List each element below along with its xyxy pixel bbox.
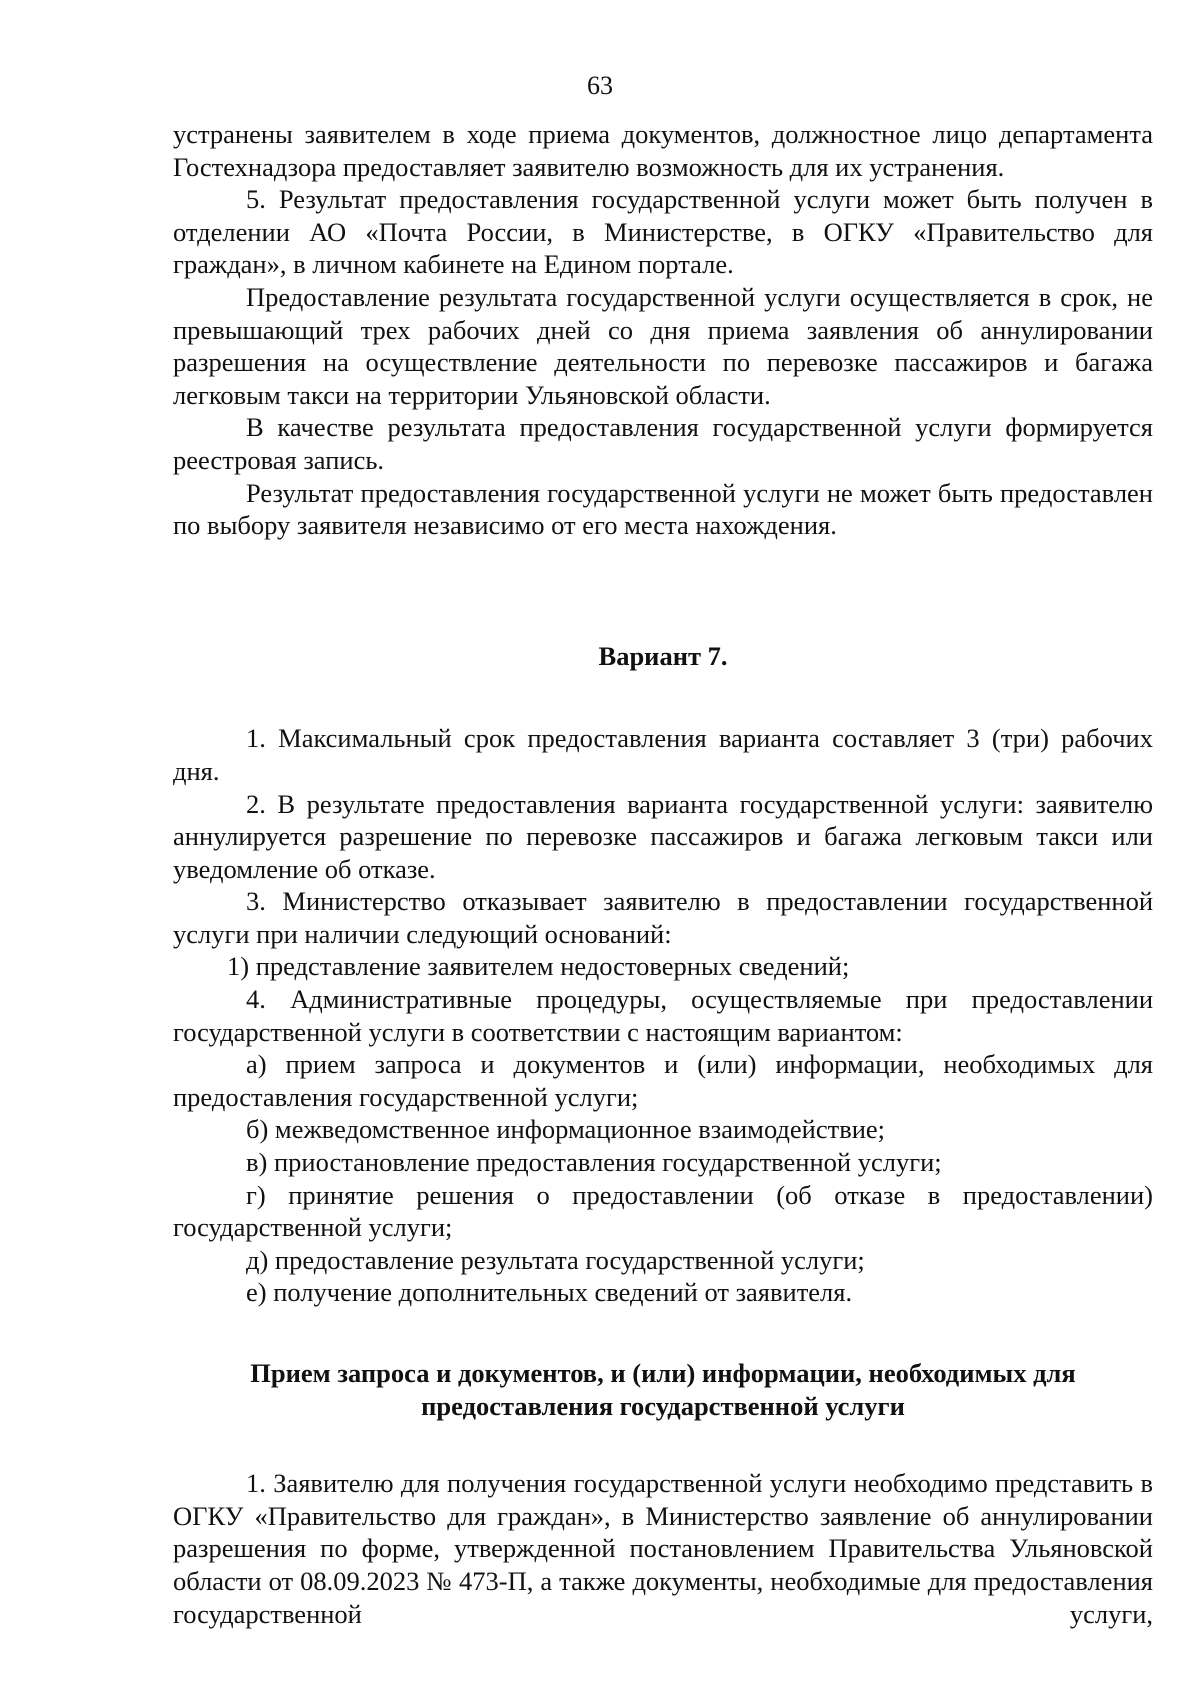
section-paragraph-1: 1. Заявителю для получения государственной услуги необходимо представить в ОГКУ «Правительство для граждан», в Министерство заявление об аннулировании разрешения по форме, утвержденной постановлением Правительства Ульяновской области от 08.09.2023 № 473-П, а также документы, необходимые для предоставления государственной услуги,: [173, 1468, 1153, 1629]
procedure-item-e: е) получение дополнительных сведений от заявителя.: [246, 1277, 853, 1308]
variant-heading: Вариант 7.: [598, 640, 728, 671]
paragraph-continuation: устранены заявителем в ходе приема документов, должностное лицо департамента Гостехнадзора предоставляет заявителю возможность для их устранения.: [173, 119, 1153, 182]
variant-item-1: 1. Максимальный срок предоставления варианта составляет 3 (три) рабочих дня.: [173, 723, 1153, 786]
paragraph-result-location: Результат предоставления государственной услуги не может быть предоставлен по выбору заявителя независимо от его места нахождения.: [173, 477, 1153, 541]
paragraph-result-term: Предоставление результата государственной услуги осуществляется в срок, не превышающий трех рабочих дней со дня приема заявления об аннулировании разрешения на осуществление деятельности по перевозке пассажиров и багажа легковым такси на территории Ульяновской области.: [173, 281, 1153, 410]
variant-item-3: 3. Министерство отказывает заявителю в предоставлении государственной услуги при наличии следующий оснований:: [173, 886, 1153, 949]
procedure-item-b: б) межведомственное информационное взаимодействие;: [246, 1114, 886, 1145]
section-heading-line-1: Прием запроса и документов, и (или) информации, необходимых для: [250, 1358, 1076, 1388]
document-body: [173, 118, 1153, 1630]
paragraph-result-delivery: 5. Результат предоставления государственной услуги может быть получен в отделении АО «Почта России, в Министерстве, в ОГКУ «Правительство для граждан», в личном кабинете на Едином портале.: [173, 184, 1153, 280]
procedure-item-v: в) приостановление предоставления государственной услуги;: [246, 1147, 942, 1178]
page-number: 63: [587, 71, 613, 100]
procedure-item-d: д) предоставление результата государственной услуги;: [246, 1244, 865, 1275]
section-heading-line-2: предоставления государственной услуги: [421, 1390, 905, 1421]
variant-item-4: 4. Административные процедуры, осуществляемые при предоставлении государственной услуги в соответствии с настоящим вариантом:: [173, 984, 1153, 1047]
procedure-item-g: г) принятие решения о предоставлении (об отказе в предоставлении) государственной услуги;: [173, 1179, 1153, 1243]
procedure-item-a: а) прием запроса и документов и (или) информации, необходимых для предоставления государственной услуги;: [173, 1049, 1153, 1112]
variant-subitem-1: 1) представление заявителем недостоверных сведений;: [227, 951, 850, 982]
paragraph-registry-record: В качестве результата предоставления государственной услуги формируется реестровая запись.: [173, 412, 1153, 475]
variant-item-2: 2. В результате предоставления варианта государственной услуги: заявителю аннулируется разрешение по перевозке пассажиров и багажа легковым такси или уведомление об отказе.: [173, 788, 1153, 884]
